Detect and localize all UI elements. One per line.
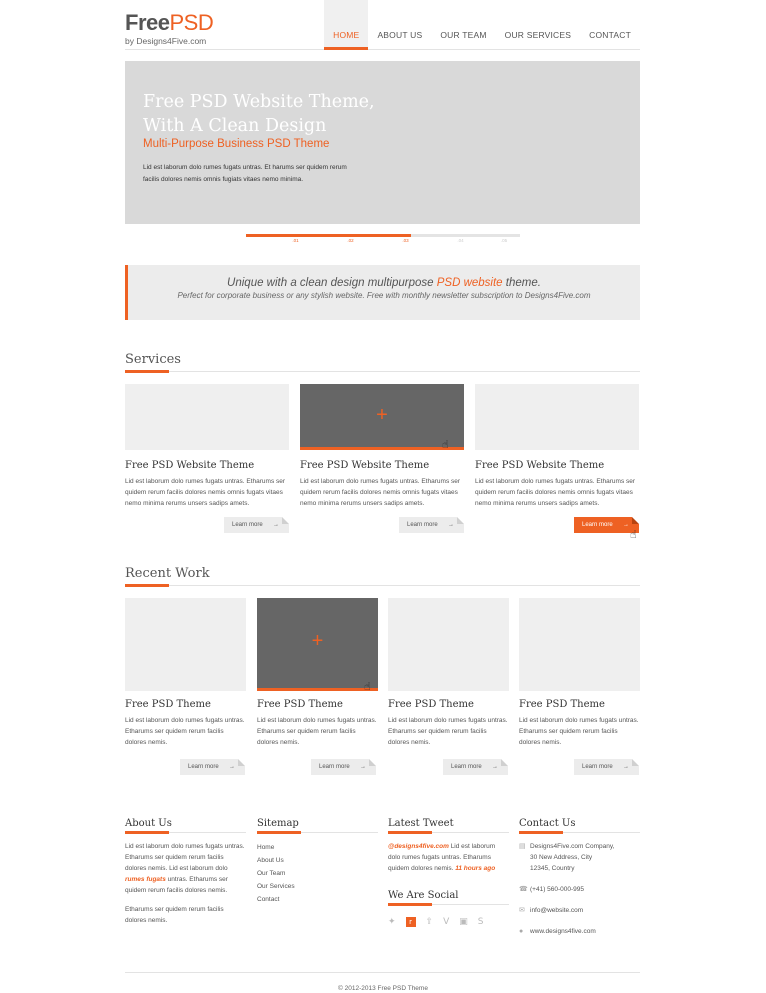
work-text: Lid est laborum dolo rumes fugats untras. Etharums ser quidem rerum facilis dolores nemis. [125, 717, 245, 746]
learn-more-button[interactable]: Learn more → [224, 517, 289, 533]
plus-icon: + [376, 404, 388, 426]
callout-main: Unique with a clean design multipurpose PSD website theme. [227, 277, 541, 289]
slider-label-2: .02 [347, 238, 354, 243]
sitemap-link-our-services[interactable]: Our Services [257, 883, 295, 890]
footer-about [125, 818, 246, 926]
work-card-4 [519, 598, 640, 748]
services-heading [125, 352, 640, 372]
hand-cursor-icon: ☝ [442, 438, 449, 451]
building-icon: ▤ [519, 843, 526, 850]
work-text: Lid est laborum dolo rumes fugats untras. Etharums ser quidem rerum facilis dolores nemis. [388, 717, 508, 746]
heading-underline [257, 831, 301, 834]
copyright: © 2012-2013 Free PSD Theme [338, 985, 428, 992]
nav-contact[interactable]: CONTACT [589, 30, 631, 40]
service-card-2 [300, 384, 464, 509]
rss-icon[interactable]: r [406, 917, 416, 927]
services-title: Services [125, 352, 181, 367]
heading-underline [125, 584, 169, 587]
slider-dot-5[interactable] [466, 234, 520, 237]
recent-work-title: Recent Work [125, 566, 210, 581]
nav-our-team[interactable]: OUR TEAM [440, 30, 487, 40]
footer-divider [125, 972, 640, 973]
arrow-right-icon: → [448, 522, 454, 528]
corner-fold [632, 759, 639, 766]
sitemap-link-about-us[interactable]: About Us [257, 857, 284, 864]
contact-phone: ☎ (+41) 560-000-995 [519, 886, 585, 893]
service-thumb[interactable] [475, 384, 639, 450]
logo-text: FreePSD [125, 10, 214, 35]
work-thumb[interactable] [125, 598, 246, 691]
footer-about-text-2: Etharums ser quidem rerum facilis dolores nemis. [125, 906, 224, 924]
arrow-right-icon: → [229, 764, 235, 770]
hero-title: Free PSD Website Theme, With A Clean Design [143, 92, 375, 136]
footer-sitemap-heading: Sitemap [257, 818, 378, 833]
heading-underline [125, 831, 169, 834]
contact-email[interactable]: ✉ info@website.com [519, 907, 584, 914]
footer-tweet-heading: Latest Tweet [388, 818, 509, 833]
main-nav [324, 0, 640, 50]
slider-label-5: .05 [500, 238, 508, 243]
service-text: Lid est laborum dolo rumes fugats untras. Etharums ser quidem rerum facilis dolores nemis omnis fugats vitaes nemo minima rerums unsers sadips amets. [125, 478, 286, 507]
sitemap-link-contact[interactable]: Contact [257, 896, 280, 903]
heading-underline [125, 370, 169, 373]
learn-more-button-active[interactable]: Learn more → [574, 517, 639, 533]
slider-label-4: .04 [457, 238, 464, 243]
work-title: Free PSD Theme [388, 699, 474, 710]
learn-more-button[interactable]: Learn more → [443, 759, 508, 775]
work-title: Free PSD Theme [125, 699, 211, 710]
footer-about-text: Lid est laborum dolo rumes fugats untras. Etharums ser quidem rerum facilis dolores nemis. Lid est laborum dolo rumes fugats untras. Etharums ser quidem rerum facilis dolores nemis. [125, 843, 245, 894]
slider-dot-3[interactable] [356, 234, 411, 237]
arrow-right-icon: → [623, 764, 629, 770]
contact-address: ▤ Designs4Five.com Company, 30 New Address, City 12345, Country [519, 843, 615, 872]
tweet-time: 11 hours ago [455, 865, 496, 872]
learn-more-button[interactable]: Learn more → [574, 759, 639, 775]
arrow-right-icon: → [360, 764, 366, 770]
heading-underline [388, 903, 432, 906]
nav-our-services[interactable]: OUR SERVICES [504, 30, 572, 40]
site-header [125, 0, 640, 50]
contact-website[interactable]: ● www.designs4five.com [519, 928, 596, 935]
plus-icon: + [311, 630, 324, 652]
work-thumb[interactable] [519, 598, 640, 691]
callout-sub: Perfect for corporate business or any stylish website. Free with monthly newsletter subscription to Designs4Five.com [177, 291, 591, 300]
hero-text: Lid est laborum dolo rumes fugats untras. Et harums ser quidem rerum facilis dolores nemis omnis fugiats vitaes nemo minima. [143, 164, 347, 183]
service-card-1 [125, 384, 289, 509]
work-text: Lid est laborum dolo rumes fugats untras. Etharums ser quidem rerum facilis dolores nemis. [519, 717, 639, 746]
sitemap-links [257, 841, 378, 906]
logo[interactable] [125, 10, 213, 46]
footer-sitemap [257, 818, 378, 906]
sitemap-link-our-team[interactable]: Our Team [257, 870, 286, 877]
corner-fold [632, 517, 639, 524]
twitter-icon[interactable]: ✦ [388, 917, 396, 927]
corner-fold [369, 759, 376, 766]
phone-icon: ☎ [519, 886, 528, 893]
work-thumb-hover[interactable] [257, 598, 378, 691]
arrow-right-icon: → [623, 522, 629, 528]
learn-more-button[interactable]: Learn more → [399, 517, 464, 533]
slider-pagination [246, 234, 520, 246]
footer-tweet [388, 818, 509, 927]
nav-home[interactable]: HOME [324, 0, 368, 50]
globe-icon: ● [519, 928, 524, 935]
corner-fold [238, 759, 245, 766]
service-thumb-hover[interactable] [300, 384, 464, 450]
footer-contact [519, 818, 640, 947]
work-card-1 [125, 598, 246, 748]
logo-tagline: by Designs4Five.com [125, 36, 207, 46]
work-title: Free PSD Theme [519, 699, 605, 710]
tweet-handle[interactable]: @designs4five.com [388, 843, 449, 850]
hero-subtitle: Multi-Purpose Business PSD Theme [143, 138, 330, 150]
sitemap-link-home[interactable]: Home [257, 844, 275, 851]
youtube-icon[interactable]: ▣ [459, 917, 468, 927]
service-text: Lid est laborum dolo rumes fugats untras. Etharums ser quidem rerum facilis dolores nemis omnis fugats vitaes nemo minima rerums unsers sadips amets. [475, 478, 636, 507]
skype-icon[interactable]: S [477, 917, 484, 927]
callout-box [125, 265, 640, 320]
slider-label-1: .01 [292, 238, 299, 243]
email-icon: ✉ [519, 907, 525, 914]
slider-dot-2[interactable] [301, 234, 356, 237]
service-card-3 [475, 384, 639, 509]
learn-more-button[interactable]: Learn more → [180, 759, 245, 775]
heading-underline [519, 831, 563, 834]
slider-dot-1[interactable] [246, 234, 301, 237]
arrow-right-icon: → [273, 522, 279, 528]
service-text: Lid est laborum dolo rumes fugats untras. Etharums ser quidem rerum facilis dolores nemis omnis fugats vitaes nemo minima rerums unsers sadips amets. [300, 478, 461, 507]
tweet-text: @designs4five.com Lid est laborum dolo rumes fugats untras. Etharums quidem dolores nemis. 11 hours ago [388, 843, 496, 872]
corner-fold [457, 517, 464, 524]
slider-label-3: .03 [402, 238, 409, 243]
work-card-3 [388, 598, 509, 748]
social-icons [388, 917, 509, 927]
hero-slide [125, 61, 640, 224]
corner-fold [282, 517, 289, 524]
corner-fold [501, 759, 508, 766]
work-title: Free PSD Theme [257, 699, 343, 710]
work-thumb[interactable] [388, 598, 509, 691]
learn-more-button[interactable]: Learn more → [311, 759, 376, 775]
heading-underline [388, 831, 432, 834]
work-card-2 [257, 598, 378, 748]
vimeo-icon[interactable]: V [443, 917, 450, 927]
share-icon[interactable]: ⇪ [425, 917, 434, 927]
arrow-right-icon: → [492, 764, 498, 770]
service-thumb[interactable] [125, 384, 289, 450]
service-title: Free PSD Website Theme [300, 460, 430, 471]
footer-social-heading: We Are Social [388, 890, 509, 905]
service-title: Free PSD Website Theme [125, 460, 255, 471]
footer-about-heading: About Us [125, 818, 246, 833]
footer-contact-heading: Contact Us [519, 818, 640, 833]
recent-work-heading [125, 566, 640, 586]
slider-dot-4[interactable] [411, 234, 466, 237]
service-title: Free PSD Website Theme [475, 460, 605, 471]
hand-cursor-icon: ☝ [364, 680, 371, 693]
work-text: Lid est laborum dolo rumes fugats untras. Etharums ser quidem rerum facilis dolores nemis. [257, 717, 377, 746]
hand-cursor-icon: ☝ [630, 528, 637, 541]
nav-about-us[interactable]: ABOUT US [377, 30, 423, 40]
